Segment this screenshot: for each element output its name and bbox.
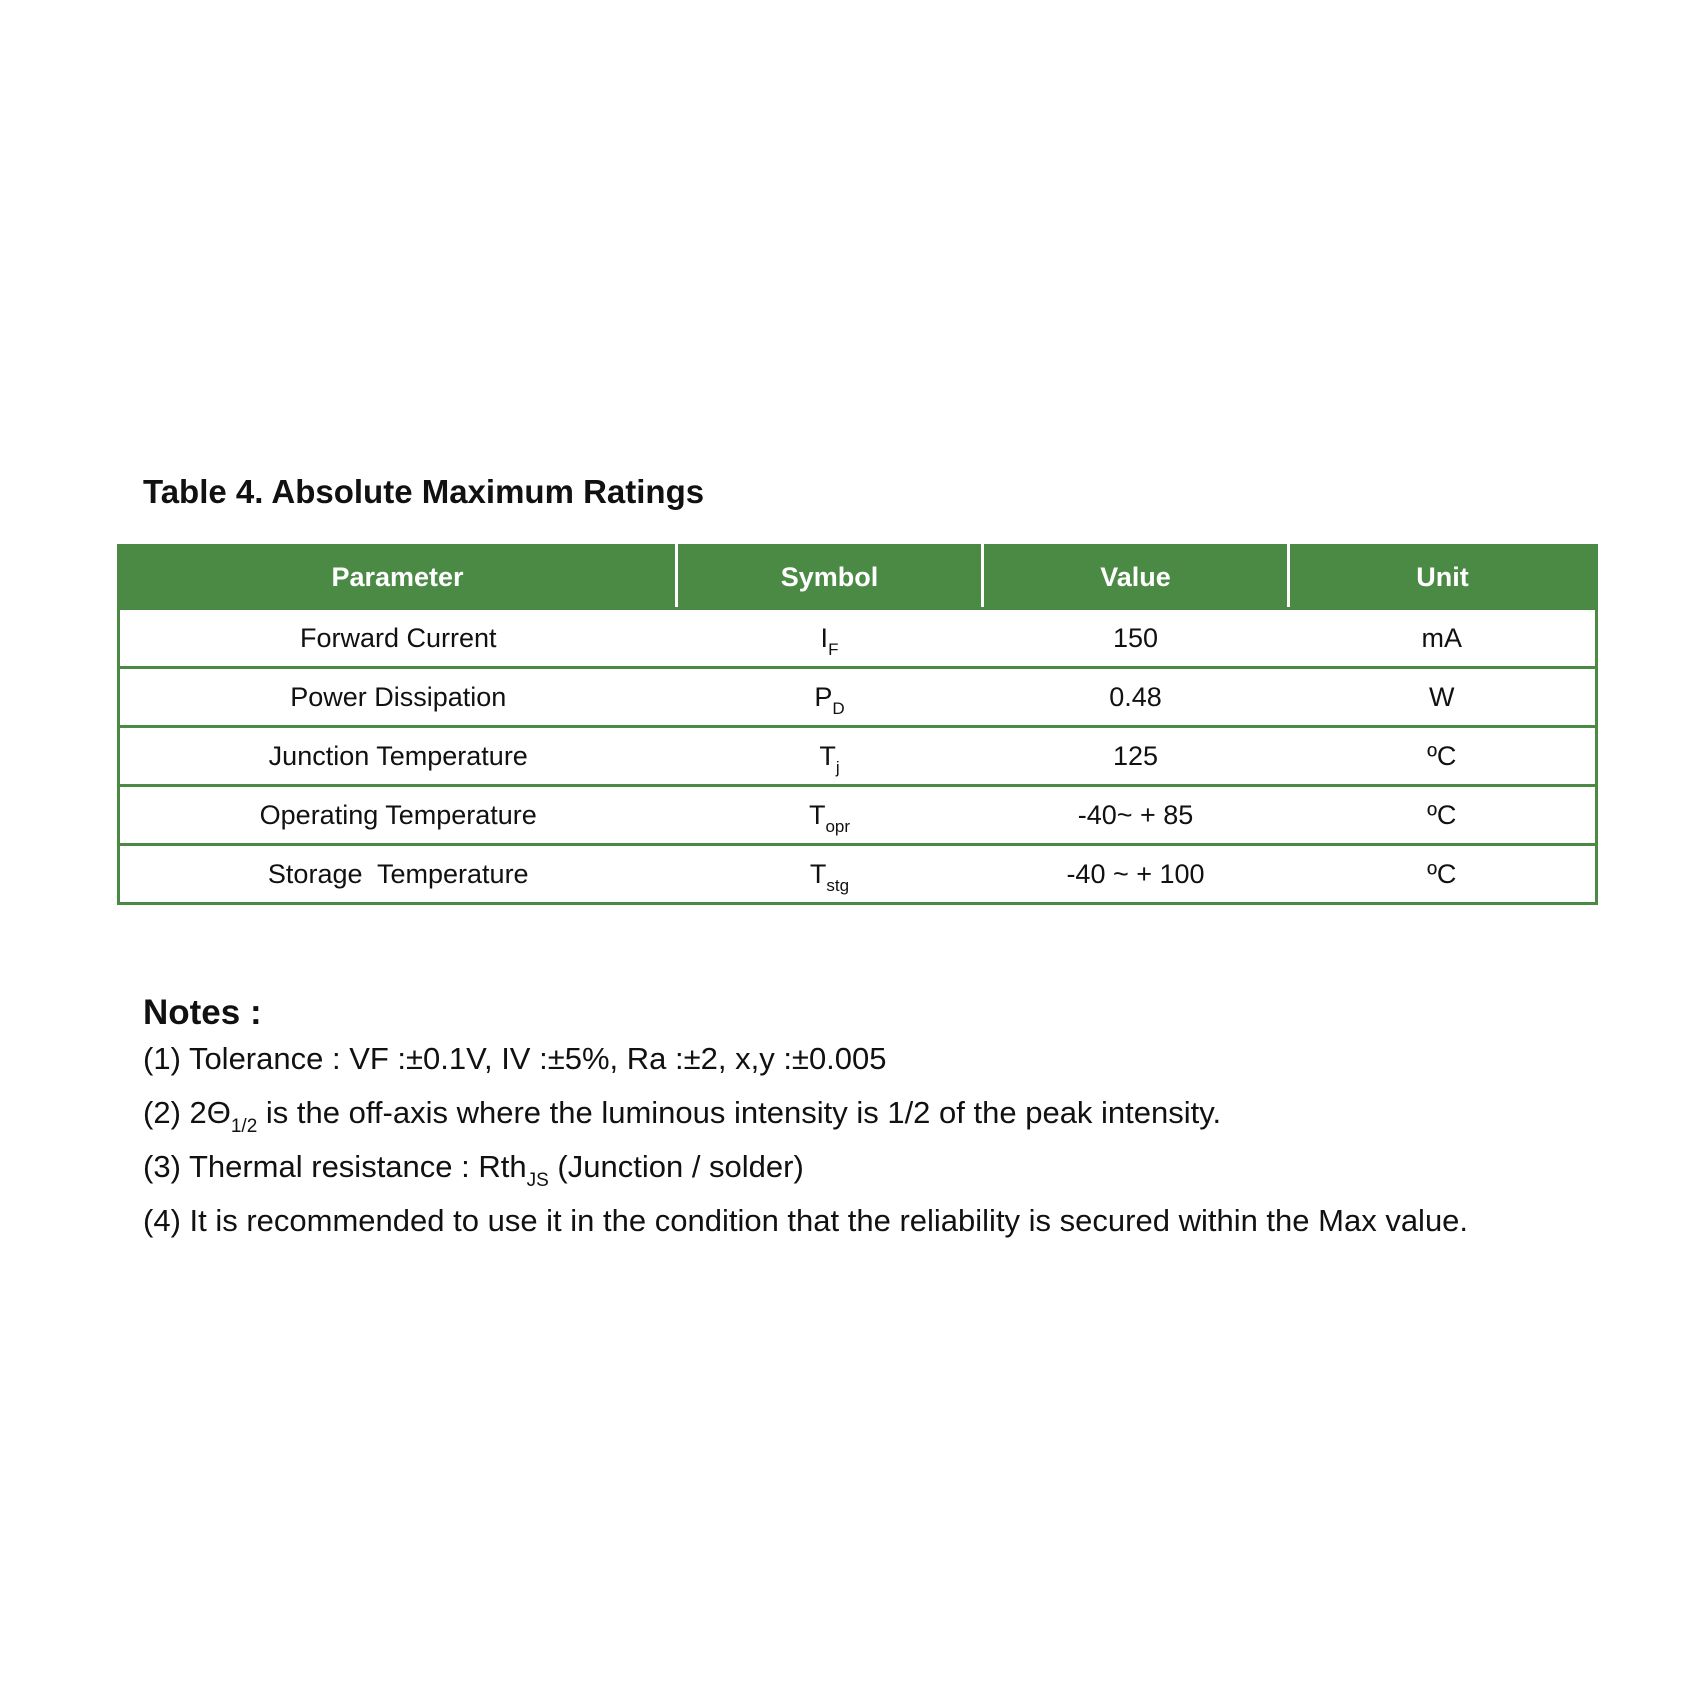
symbol-subscript: j <box>835 757 840 777</box>
cell-symbol <box>677 786 983 845</box>
note-item <box>143 1040 1643 1078</box>
note-text: (1) Tolerance : VF :±0.1V, IV :±5%, Ra :±2, x,y :±0.005 <box>143 1041 887 1076</box>
table-title: Table 4. Absolute Maximum Ratings <box>143 473 705 510</box>
note-subscript: 1/2 <box>230 1116 258 1137</box>
symbol-subscript: F <box>828 639 839 659</box>
absolute-maximum-ratings-table <box>117 544 1598 905</box>
note-text-continued: is the off-axis where the luminous intensity is 1/2 of the peak intensity. <box>257 1095 1222 1130</box>
cell-parameter: Power Dissipation <box>119 668 677 727</box>
note-item <box>143 1094 1643 1137</box>
note-item <box>143 1148 1643 1191</box>
header-unit: Unit <box>1289 546 1597 609</box>
note-text-continued: (Junction / solder) <box>548 1149 804 1184</box>
note-subscript: JS <box>526 1170 549 1191</box>
symbol-base: I <box>820 622 829 653</box>
table-header-row <box>119 546 1597 609</box>
table-row <box>119 845 1597 904</box>
table-row <box>119 668 1597 727</box>
cell-parameter: Forward Current <box>119 609 677 668</box>
note-item <box>143 1202 1643 1240</box>
cell-unit: mA <box>1289 609 1597 668</box>
cell-symbol <box>677 609 983 668</box>
cell-unit: W <box>1289 668 1597 727</box>
notes-list <box>143 1040 1643 1256</box>
cell-parameter: Operating Temperature <box>119 786 677 845</box>
symbol-base: T <box>819 740 836 771</box>
cell-unit: ºC <box>1289 845 1597 904</box>
cell-parameter: Junction Temperature <box>119 727 677 786</box>
symbol-subscript: stg <box>826 875 850 895</box>
cell-value: 0.48 <box>983 668 1289 727</box>
note-text: (3) Thermal resistance : Rth <box>143 1149 527 1184</box>
cell-symbol <box>677 845 983 904</box>
header-parameter: Parameter <box>119 546 677 609</box>
cell-value: 125 <box>983 727 1289 786</box>
symbol-base: T <box>809 858 827 889</box>
table-row <box>119 727 1597 786</box>
table-row <box>119 609 1597 668</box>
cell-symbol <box>677 727 983 786</box>
table-row <box>119 786 1597 845</box>
note-text: (2) 2Θ <box>143 1095 231 1130</box>
cell-value: 150 <box>983 609 1289 668</box>
cell-symbol <box>677 668 983 727</box>
symbol-subscript: D <box>832 698 845 718</box>
notes-title: Notes : <box>143 993 262 1032</box>
cell-unit: ºC <box>1289 786 1597 845</box>
note-text: (4) It is recommended to use it in the condition that the reliability is secured within the Max value. <box>143 1203 1469 1238</box>
header-symbol: Symbol <box>677 546 983 609</box>
symbol-base: P <box>814 681 833 712</box>
cell-value: -40~ + 85 <box>983 786 1289 845</box>
cell-value: -40 ~ + 100 <box>983 845 1289 904</box>
cell-parameter: Storage Temperature <box>119 845 677 904</box>
symbol-subscript: opr <box>825 816 851 836</box>
cell-unit: ºC <box>1289 727 1597 786</box>
header-value: Value <box>983 546 1289 609</box>
symbol-base: T <box>808 799 826 830</box>
